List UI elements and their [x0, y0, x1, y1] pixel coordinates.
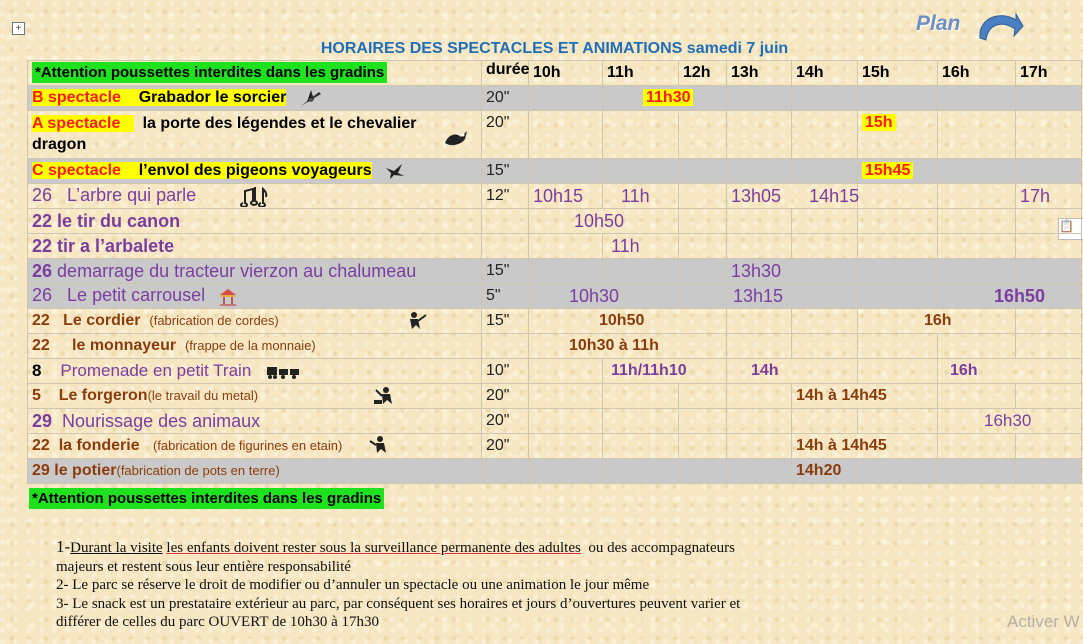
table-row [28, 434, 1082, 459]
activity-code: B spectacle [32, 89, 121, 107]
warning-cell [28, 61, 482, 86]
activity-cell [28, 111, 482, 159]
notes-block [56, 538, 996, 632]
time-slot: 13h15 [727, 284, 858, 309]
activity-cell [28, 384, 482, 409]
time-slot: 11h30 [643, 89, 693, 106]
activity-cell [28, 284, 482, 309]
duration-cell: 20" [482, 86, 529, 111]
activity-name: Grabador le sorcier [138, 89, 287, 107]
location-number: 29 [32, 410, 53, 431]
time-slot-group [727, 184, 858, 209]
activity-cell [28, 234, 482, 259]
activity-detail: (le travail du metal) [147, 388, 259, 403]
activity-cell [28, 86, 482, 111]
activity-name: Nourissage des animaux [62, 410, 261, 431]
duration-cell: 12" [482, 184, 529, 209]
note-text: les enfants doivent rester sous la surveillance permanente des adultes [166, 540, 581, 556]
table-row [28, 159, 1082, 184]
activity-name: l’envol des pigeons voyageurs [138, 162, 372, 180]
table-row [28, 184, 1082, 209]
activity-name-cont: dragon [32, 136, 87, 153]
note-text: ou des accompagnateurs [588, 540, 735, 556]
time-slot: 13h05 [731, 185, 782, 206]
hour-17h: 17h [1016, 61, 1082, 86]
activity-cell [28, 184, 482, 209]
time-slot: 14h15 [809, 185, 860, 206]
location-number: 22 [32, 235, 53, 256]
activity-name: demarrage du tracteur vierzon au chalumeau [57, 260, 417, 281]
warning-banner: *Attention poussettes interdites dans les gradins [32, 62, 387, 83]
location-number: 22 [32, 210, 53, 231]
table-row [28, 359, 1082, 384]
time-slot: 14h à 14h45 [792, 384, 938, 409]
witch-icon [299, 88, 323, 108]
location-number: 29 [32, 462, 50, 479]
time-slot: 10h30 à 11h [529, 334, 727, 359]
table-row [28, 409, 1082, 434]
time-slot: 16h [858, 309, 1016, 334]
activity-name: tir a l’arbalete [57, 235, 175, 256]
activity-cell [28, 209, 482, 234]
activity-code: A spectacle [32, 115, 121, 132]
train-icon [266, 365, 302, 379]
location-number: 26 [32, 285, 53, 306]
time-slot: 10h50 [529, 309, 727, 334]
activity-cell [28, 159, 482, 184]
hour-10h: 10h [529, 61, 603, 86]
time-slot: 16h30 [938, 409, 1082, 434]
hour-11h: 11h [603, 61, 679, 86]
activity-detail: (fabrication de pots en terre) [116, 463, 280, 478]
duration-cell: 15" [482, 259, 529, 284]
time-slot: 10h15 [529, 184, 603, 209]
table-row [28, 86, 1082, 111]
dragon-icon [443, 127, 469, 149]
note-1-cont: majeurs et restent sous leur entière responsabilité [56, 558, 351, 575]
duration-cell: 20" [482, 384, 529, 409]
note-3-cont: différer de celles du parc OUVERT de 10h30 à 17h30 [56, 614, 380, 630]
duration-cell: 15" [482, 309, 529, 334]
duration-cell: 15" [482, 159, 529, 184]
activity-name: L’arbre qui parle [67, 185, 197, 206]
activity-cell [28, 409, 482, 434]
time-slot: 16h50 [938, 284, 1082, 309]
table-row [28, 259, 1082, 284]
time-slot: 10h50 [529, 209, 679, 234]
table-row [28, 111, 1082, 159]
paste-options-icon[interactable]: 📋 [1058, 218, 1083, 240]
location-number: 26 [32, 185, 53, 206]
note-number: 1- [56, 537, 71, 556]
time-slot: 14h à 14h45 [792, 434, 938, 459]
table-row [28, 459, 1082, 484]
hour-15h: 15h [858, 61, 938, 86]
founder-icon [368, 435, 390, 455]
table-row [28, 284, 1082, 309]
activity-cell [28, 259, 482, 284]
carousel-icon [218, 287, 238, 307]
music-notes-icon [239, 187, 269, 207]
time-slot: 11h/11h10 [603, 359, 727, 384]
activity-name: Le cordier [63, 312, 141, 329]
location-number: 22 [32, 312, 50, 329]
time-slot: 15h [862, 114, 896, 131]
table-row [28, 384, 1082, 409]
hour-12h: 12h [679, 61, 727, 86]
duration-cell: 10" [482, 359, 529, 384]
table-row [28, 209, 1082, 234]
hour-13h: 13h [727, 61, 792, 86]
table-row [28, 309, 1082, 334]
activity-name: Le forgeron [58, 387, 148, 404]
hour-14h: 14h [792, 61, 858, 86]
blacksmith-icon [374, 386, 396, 406]
activity-cell [28, 359, 482, 384]
duration-cell: 20" [482, 111, 529, 159]
note-text: Durant la visite [70, 540, 163, 556]
activity-name: la fonderie [58, 437, 140, 454]
schedule-table [27, 38, 1082, 484]
location-number: 22 [32, 437, 50, 454]
activity-cell [28, 309, 482, 334]
location-number: 8 [32, 361, 42, 380]
time-slot: 10h30 [529, 284, 679, 309]
note-2: 2- Le parc se réserve le droit de modifier ou d’annuler un spectacle ou une animation le jour même [56, 577, 650, 593]
activity-name: le potier [54, 462, 117, 479]
time-slot: 16h [938, 359, 1082, 384]
duration-cell: 20" [482, 409, 529, 434]
activity-name: Promenade en petit Train [60, 361, 252, 380]
time-slot: 11h [603, 184, 679, 209]
bird-icon [384, 162, 406, 180]
time-slot: 17h [1016, 184, 1082, 209]
table-anchor-icon[interactable]: + [12, 22, 25, 35]
duration-cell: 20" [482, 434, 529, 459]
activity-detail: (fabrication de figurines en etain) [152, 438, 343, 453]
page-title: HORAIRES DES SPECTACLES ET ANIMATIONS samedi 7 juin [320, 40, 789, 57]
header-row [28, 61, 1082, 86]
craftsman-icon [406, 311, 428, 331]
activity-cell [28, 434, 482, 459]
note-1 [56, 538, 996, 558]
hour-16h: 16h [938, 61, 1016, 86]
activity-detail: (frappe de la monnaie) [184, 338, 316, 353]
table-row [28, 234, 1082, 259]
duration-header: durée [482, 61, 529, 86]
note-3: 3- Le snack est un prestataire extérieur au parc, par conséquent ses horaires et jours d’ouvertures peuvent varier et [56, 595, 741, 612]
time-slot: 11h [603, 234, 679, 259]
time-slot: 13h30 [727, 259, 858, 284]
time-slot: 14h [727, 359, 858, 384]
plan-link[interactable]: Plan [916, 12, 961, 35]
table-row [28, 334, 1082, 359]
location-number: 26 [32, 260, 53, 281]
bottom-warning-banner: *Attention poussettes interdites dans les gradins [29, 488, 384, 509]
time-slot: 15h45 [862, 162, 913, 179]
activity-cell [28, 459, 482, 484]
location-number: 22 [32, 337, 50, 354]
activation-watermark: Activer W [1007, 612, 1080, 631]
location-number: 5 [32, 387, 41, 404]
activity-name: Le petit carrousel [67, 285, 206, 306]
activity-name: la porte des légendes et le chevalier [142, 115, 417, 132]
activity-name: le monnayeur [72, 337, 177, 354]
activity-code: C spectacle [32, 162, 121, 180]
activity-name: le tir du canon [57, 210, 181, 231]
time-slot: 14h20 [792, 459, 858, 484]
activity-cell [28, 334, 482, 359]
activity-detail: (fabrication de cordes) [149, 313, 279, 328]
duration-cell: 5" [482, 284, 529, 309]
